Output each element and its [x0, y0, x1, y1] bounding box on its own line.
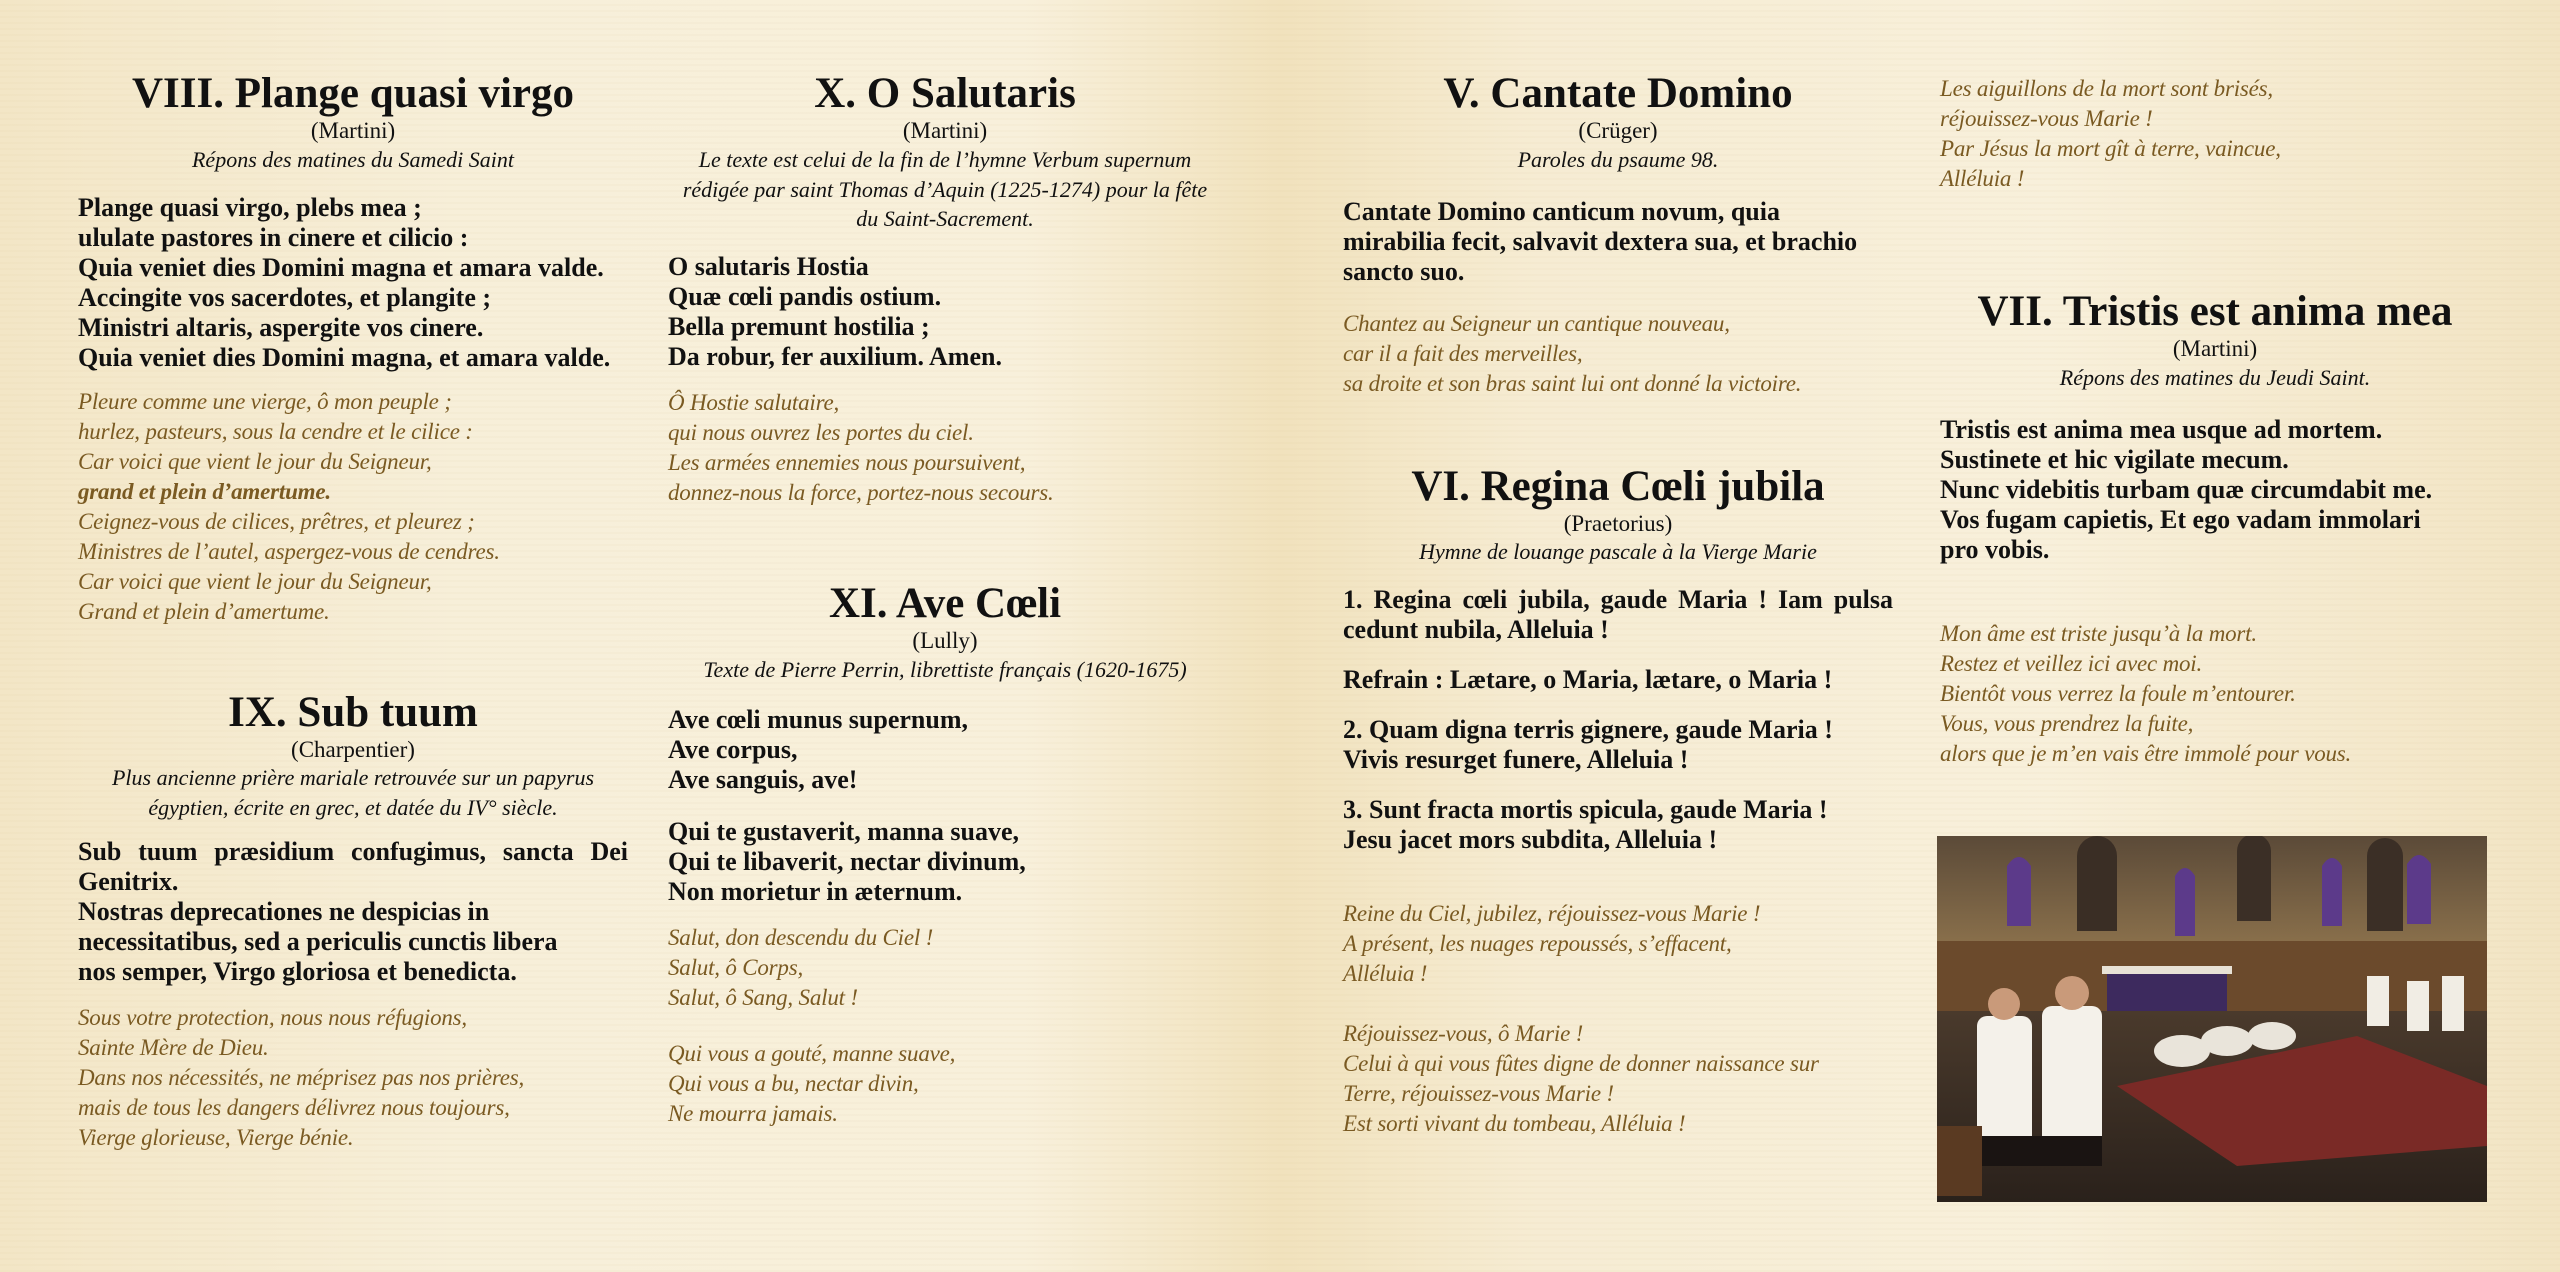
- section-vi-source: Hymne de louange pascale à la Vierge Marie: [1419, 539, 1817, 565]
- column-4: [1940, 74, 2490, 769]
- section-v-french: Chantez au Seigneur un cantique nouveau, car il a fait des merveilles, sa droite et son bras saint lui ont donné la victoire.: [1343, 310, 1802, 396]
- section-vii-composer: (Martini): [2172, 336, 2258, 362]
- section-xi-french-2: Qui vous a gouté, manne suave, Qui vous a bu, nectar divin, Ne mourra jamais.: [668, 1040, 956, 1126]
- section-v-title: V. Cantate Domino: [1443, 70, 1793, 117]
- section-viii-source: Répons des matines du Samedi Saint: [191, 146, 515, 172]
- section-ix-latin: Nostras deprecationes ne despicias in necessitatibus, sed a periculis cunctis libera nos semper, Virgo gloriosa et benedicta.: [78, 896, 558, 986]
- column-2: [668, 70, 1222, 1129]
- section-viii-title: VIII. Plange quasi virgo: [131, 70, 574, 117]
- section-ix-source: Plus ancienne prière mariale retrouvée sur un papyrus égyptien, écrite en grec, et datée du IV° siècle.: [111, 765, 595, 821]
- section-ix-title: IX. Sub tuum: [228, 688, 478, 736]
- section-ix-composer: (Charpentier): [291, 736, 415, 762]
- section-xi-title: XI. Ave Cœli: [828, 579, 1062, 627]
- section-ix-french: Sous votre protection, nous nous réfugions, Sainte Mère de Dieu. Dans nos nécessités, ne méprisez pas nos prières, mais de tous les dangers délivrez nous toujours, Vierge glorieuse, Vierge bénie.: [78, 1004, 525, 1150]
- section-ix-latin-intro: Sub tuum præsidium confugimus, sancta Dei Genitrix.: [78, 836, 628, 896]
- section-vii-latin: Tristis est anima mea usque ad mortem. Sustinete et hic vigilate mecum. Nunc videbitis turbam quæ circumdabit me. Vos fugam capietis, Et ego vadam immolari pro vobis.: [1940, 414, 2433, 564]
- section-vi-verse-1: 1. Regina cœli jubila, gaude Maria ! Iam pulsa cedunt nubila, Alleluia !: [1343, 585, 1893, 645]
- section-v-source: Paroles du psaume 98.: [1517, 146, 1719, 172]
- church-ceremony-photo: [1937, 836, 2487, 1202]
- section-v-latin: Cantate Domino canticum novum, quia mirabilia fecit, salvavit dextera sua, et brachio sancto suo.: [1343, 196, 1858, 286]
- section-vi-verse-3: 3. Sunt fracta mortis spicula, gaude Maria ! Jesu jacet mors subdita, Alleluia !: [1343, 795, 1828, 855]
- section-xi-latin-1: Ave cœli munus supernum, Ave corpus, Ave sanguis, ave!: [668, 704, 969, 794]
- section-x-french: Ô Hostie salutaire, qui nous ouvrez les portes du ciel. Les armées ennemies nous poursuivent, donnez-nous la force, portez-nous secours.: [668, 389, 1054, 505]
- section-xi-latin-2: Qui te gustaverit, manna suave, Qui te libaverit, nectar divinum, Non morietur in æternum.: [668, 816, 1026, 906]
- section-viii-composer: (Martini): [310, 118, 396, 144]
- church-ceremony-illustration: [1937, 836, 2487, 1202]
- section-vii-title: VII. Tristis est anima mea: [1977, 288, 2453, 335]
- section-xi-french-1: Salut, don descendu du Ciel ! Salut, ô Corps, Salut, ô Sang, Salut !: [668, 924, 934, 1010]
- section-vi-french-1: Reine du Ciel, jubilez, réjouissez-vous Marie ! A présent, les nuages repoussés, s’effacent, Alléluia !: [1343, 901, 1761, 987]
- section-x-title: X. O Salutaris: [814, 70, 1076, 117]
- section-vi-french-2: Réjouissez-vous, ô Marie ! Celui à qui vous fûtes digne de donner naissance sur Terre, réjouissez-vous Marie ! Est sorti vivant du tombeau, Alléluia !: [1343, 1021, 1819, 1137]
- section-viii-latin: Plange quasi virgo, plebs mea ; ululate pastores in cinere et cilicio : Quia veniet dies Domini magna et amara valde. Accingite vos sacerdotes, et plangite ; Ministri altaris, aspergite vos cinere. Quia veniet dies Domini magna, et amara valde.: [78, 192, 611, 372]
- section-vii-french: Mon âme est triste jusqu’à la mort. Restez et veillez ici avec moi. Bientôt vous verrez la foule m’entourer. Vous, vous prendrez la fuite, alors que je m’en vais être immolé pour vous.: [1940, 620, 2352, 766]
- section-vii-source: Répons des matines du Jeudi Saint.: [2059, 364, 2371, 390]
- section-x-composer: (Martini): [902, 118, 988, 144]
- column-3: [1343, 70, 1893, 1139]
- section-vi-composer: (Praetorius): [1563, 510, 1673, 536]
- section-x-latin: O salutaris Hostia Quæ cœli pandis ostium. Bella premunt hostilia ; Da robur, fer auxilium. Amen.: [668, 251, 1002, 371]
- section-v-composer: (Crüger): [1578, 118, 1658, 144]
- section-vi-verse-2: 2. Quam digna terris gignere, gaude Maria ! Vivis resurget funere, Alleluia !: [1343, 715, 1833, 775]
- section-viii-french: Pleure comme une vierge, ô mon peuple ; hurlez, pasteurs, sous la cendre et le cilice : Car voici que vient le jour du Seigneur, grand et plein d’amertume. Ceignez-vous de cilices, prêtres, et pleurez ; Ministres de l’autel, aspergez-vous de cendres. Car voici que vient le jour du Seigneur, Grand et plein d’amertume.: [78, 388, 500, 624]
- section-vi-title: VI. Regina Cœli jubila: [1411, 462, 1825, 510]
- section-xi-source: Texte de Pierre Perrin, librettiste français (1620-1675): [703, 656, 1187, 682]
- section-x-source: Le texte est celui de la fin de l’hymne Verbum supernum rédigée par saint Thomas d’Aquin (1225-1274) pour la fête du Saint-Sacrement.: [682, 146, 1208, 232]
- section-xi-composer: (Lully): [912, 628, 978, 654]
- section-vi-refrain: Refrain : Lætare, o Maria, lætare, o Maria !: [1343, 665, 1833, 695]
- column-1: [78, 70, 628, 1153]
- section-vi-french-continued: Les aiguillons de la mort sont brisés, réjouissez-vous Marie ! Par Jésus la mort gît à terre, vaincue, Alléluia !: [1940, 76, 2281, 191]
